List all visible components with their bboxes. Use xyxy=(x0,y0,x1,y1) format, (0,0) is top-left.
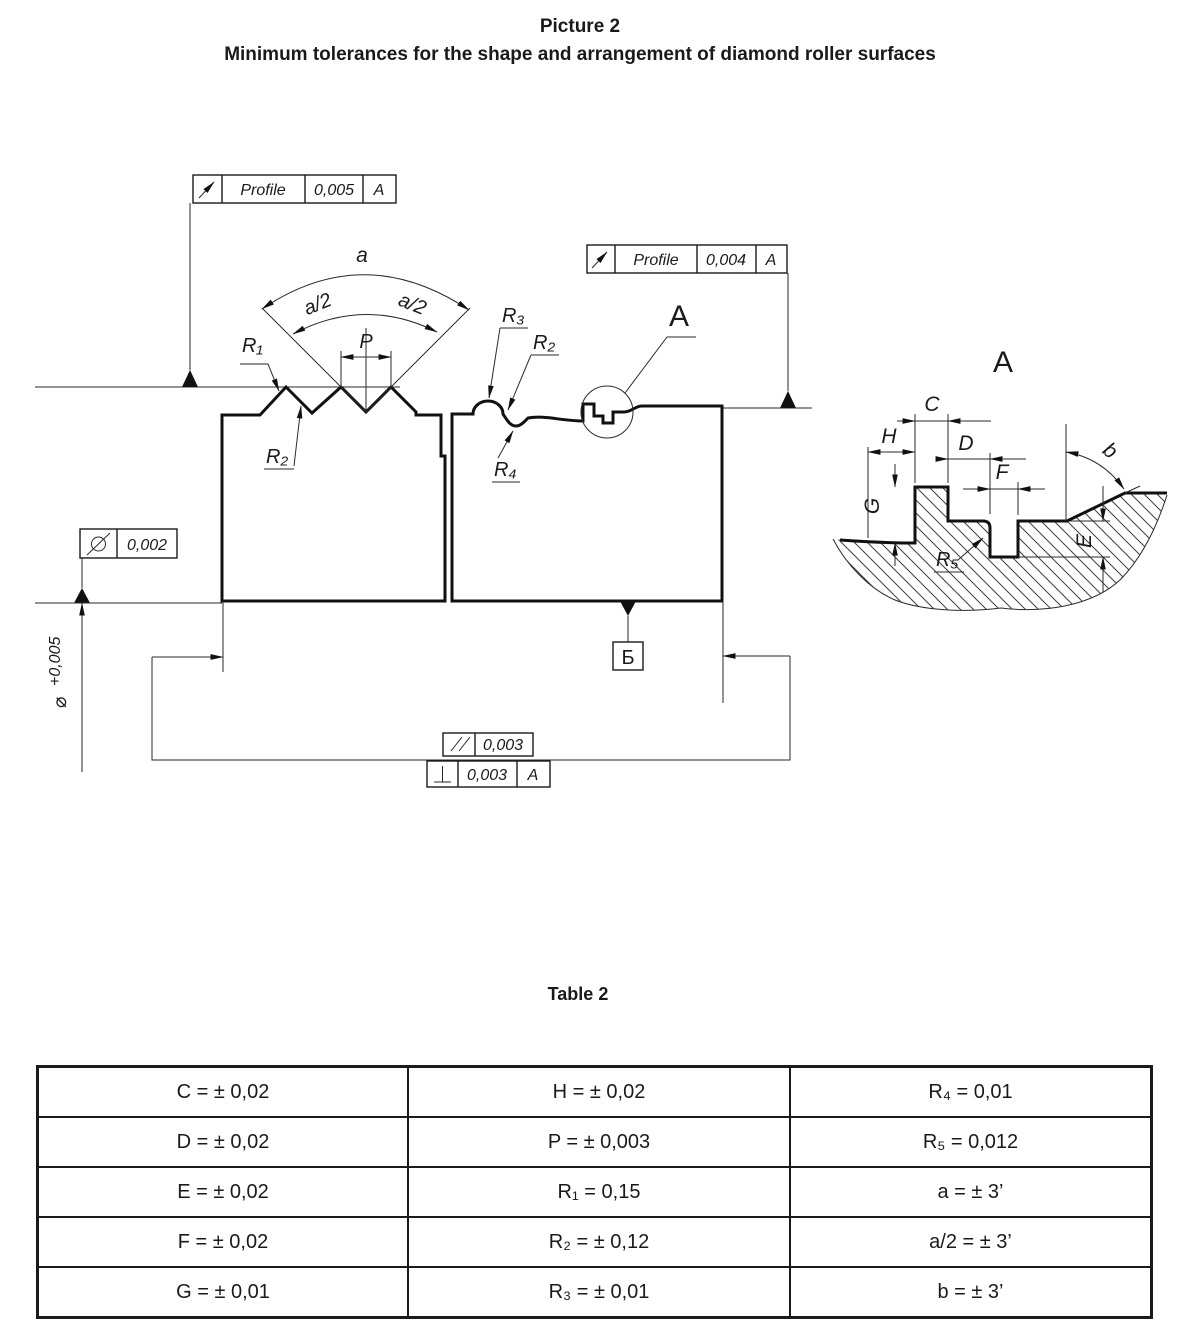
diameter-tolerance: +0,005 xyxy=(47,636,64,686)
detail-marker-label: A xyxy=(668,300,690,333)
width-dimension-route xyxy=(152,656,790,760)
r3-leader xyxy=(489,328,500,398)
r2-groove-leader xyxy=(294,406,301,466)
fcf-profile-left-value: 0,005 xyxy=(313,182,355,199)
table-row xyxy=(38,1117,1152,1167)
fcf-profile-right xyxy=(587,245,787,273)
r4-label: R₄ xyxy=(494,459,517,481)
fcf-profile-right-value: 0,004 xyxy=(705,252,747,269)
datum-b-triangle xyxy=(620,601,636,616)
r2-top-leader xyxy=(508,355,531,410)
d-label: D xyxy=(958,432,974,455)
fcf-profile-left-name: Profile xyxy=(240,182,286,199)
r5-label: R₅ xyxy=(936,549,959,571)
table-caption: Table 2 xyxy=(547,984,609,1004)
p-label: P xyxy=(359,331,373,353)
r2-top-label: R₂ xyxy=(533,332,556,354)
angle-a2-left-label: a/2 xyxy=(300,289,335,320)
table-cell: E = ± 0,02 xyxy=(38,1167,409,1217)
fcf-profile-left xyxy=(193,175,396,203)
datum-b-label: Б xyxy=(621,647,635,669)
fcf-runout xyxy=(80,529,177,558)
runout-symbol-icon xyxy=(87,533,110,555)
table-cell: H = ± 0,02 xyxy=(408,1067,790,1118)
table-cell: a/2 = ± 3’ xyxy=(790,1217,1152,1267)
detail-marker-leader xyxy=(625,337,696,393)
table-row xyxy=(38,1167,1152,1217)
f-label: F xyxy=(995,461,1009,484)
table-cell: a = ± 3’ xyxy=(790,1167,1152,1217)
fcf-parallelism-value: 0,003 xyxy=(482,737,524,754)
angle-a2-right-label: a/2 xyxy=(395,289,430,320)
datum-triangle-bottom-left xyxy=(74,588,90,603)
angle-a-label: a xyxy=(356,244,368,267)
b-label: b xyxy=(1098,438,1122,464)
e-label: E xyxy=(1073,533,1096,549)
g-label: G xyxy=(861,497,884,515)
h-label: H xyxy=(881,425,897,448)
figure-title-line2: Minimum tolerances for the shape and arrangement of diamond roller surfaces xyxy=(224,44,936,65)
diameter-symbol: ⌀ xyxy=(50,696,71,708)
c-extension-lines xyxy=(915,414,948,483)
fcf-runout-value: 0,002 xyxy=(126,537,168,554)
parallelism-symbol-icon xyxy=(451,737,470,751)
fcf-profile-right-name: Profile xyxy=(633,252,679,269)
r1-label: R₁ xyxy=(242,335,263,357)
detail-view-title: A xyxy=(992,346,1014,379)
fcf-perpendicularity xyxy=(427,761,550,787)
datum-triangle-left xyxy=(182,370,198,387)
table-cell: b = ± 3’ xyxy=(790,1267,1152,1318)
angle-a-arc xyxy=(262,275,469,310)
fcf-parallelism xyxy=(443,733,533,756)
table-cell: R₅ = 0,012 xyxy=(790,1117,1152,1167)
c-label: C xyxy=(924,393,940,416)
table-cell: D = ± 0,02 xyxy=(38,1117,409,1167)
fcf-profile-right-datum: A xyxy=(765,252,777,269)
figure-title-line1: Picture 2 xyxy=(539,16,621,37)
profile-symbol-icon xyxy=(199,182,214,198)
perpendicularity-symbol-icon xyxy=(434,766,451,782)
table-cell: R₂ = ± 0,12 xyxy=(408,1217,790,1267)
b-angle-arc xyxy=(1066,452,1124,489)
table-cell: R₁ = 0,15 xyxy=(408,1167,790,1217)
r2-groove-label: R₂ xyxy=(266,446,289,468)
fcf-profile-left-datum: A xyxy=(373,182,385,199)
table-cell: C = ± 0,02 xyxy=(38,1067,409,1118)
profile-symbol-icon xyxy=(592,252,607,268)
r3-label: R₃ xyxy=(502,305,525,327)
table-cell: G = ± 0,01 xyxy=(38,1267,409,1318)
table-cell: R₄ = 0,01 xyxy=(790,1067,1152,1118)
table-cell: F = ± 0,02 xyxy=(38,1217,409,1267)
tolerance-table xyxy=(36,1065,1153,1319)
fcf-perpendicularity-datum: A xyxy=(527,767,539,784)
fcf-perpendicularity-value: 0,003 xyxy=(466,767,508,784)
datum-triangle-right xyxy=(780,391,796,408)
roller-body-right xyxy=(452,401,722,601)
table-row xyxy=(38,1267,1152,1318)
r4-leader xyxy=(498,431,513,458)
table-row xyxy=(38,1067,1152,1118)
table-cell: P = ± 0,003 xyxy=(408,1117,790,1167)
table-row xyxy=(38,1217,1152,1267)
roller-body-left xyxy=(222,387,445,601)
table-cell: R₃ = ± 0,01 xyxy=(408,1267,790,1318)
